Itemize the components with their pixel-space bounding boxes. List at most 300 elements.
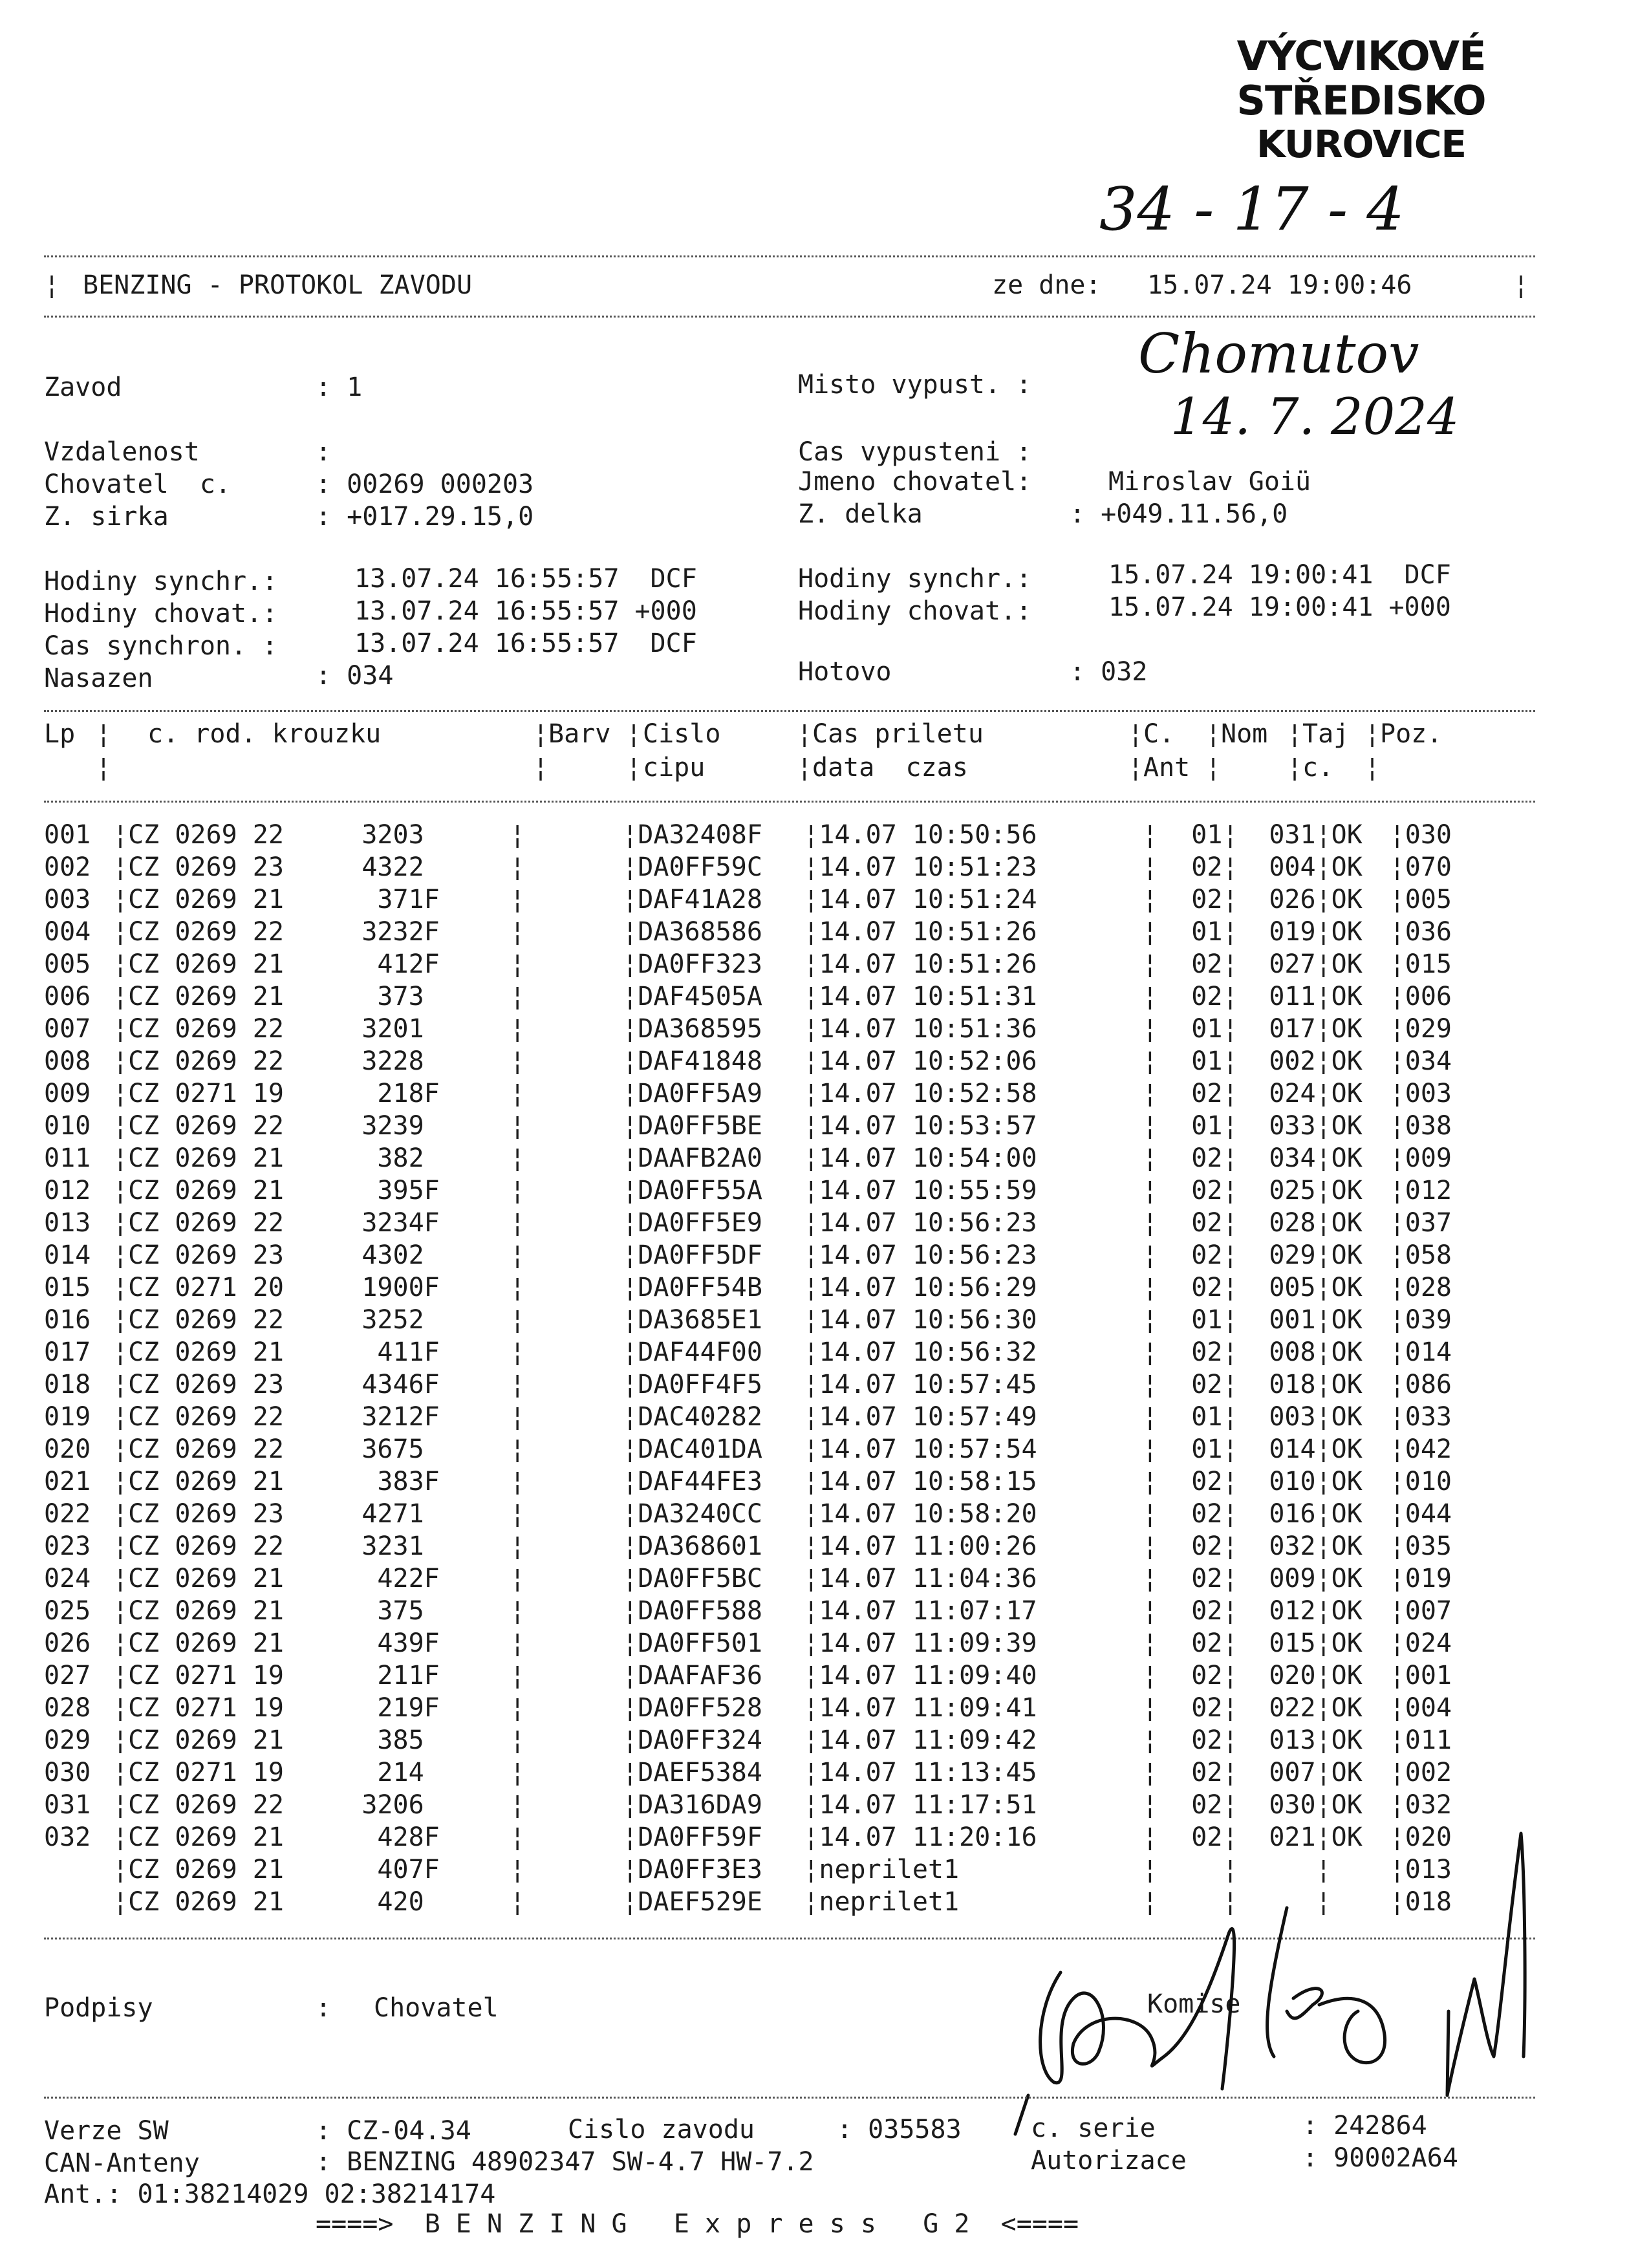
col-sep: ¦ — [1222, 1887, 1238, 1917]
chovat-left-label: Hodiny chovat.: — [44, 599, 278, 629]
col-sep: ¦ — [803, 1434, 819, 1464]
col-sep: ¦ — [1205, 719, 1222, 749]
row-ring: CZ 0269 22 3252 — [128, 1305, 440, 1335]
col-sep: ¦ — [113, 1596, 129, 1626]
row-taj: OK — [1331, 1564, 1363, 1593]
col-sep: ¦ — [803, 1661, 819, 1690]
col-sep: ¦ — [1287, 753, 1303, 783]
col-lp: Lp — [44, 719, 76, 749]
podpisy-komise: Komise — [1147, 1989, 1241, 2019]
col-cas-1: Cas priletu — [812, 719, 984, 749]
col-sep: ¦ — [1205, 753, 1222, 783]
col-sep: ¦ — [1142, 982, 1158, 1011]
col-sep: ¦ — [622, 1111, 638, 1141]
col-sep: ¦ — [803, 1564, 819, 1593]
row-lp: 008 — [44, 1046, 91, 1076]
col-c-ant-1: C. — [1143, 719, 1175, 749]
col-sep: ¦ — [113, 1531, 129, 1561]
row-taj: OK — [1331, 1370, 1363, 1399]
col-nom: Nom — [1221, 719, 1268, 749]
row-chip: DA3240CC — [638, 1499, 762, 1529]
col-sep: ¦ — [510, 1725, 526, 1755]
col-sep: ¦ — [1222, 1725, 1238, 1755]
row-ant: 02 — [1191, 852, 1223, 882]
row-nom: 033 — [1269, 1111, 1316, 1141]
col-sep: ¦ — [113, 1758, 129, 1787]
col-sep: ¦ — [622, 1758, 638, 1787]
row-poz: 037 — [1405, 1208, 1452, 1238]
row-ant: 02 — [1191, 1079, 1223, 1108]
row-ring: CZ 0269 21 407F — [128, 1855, 440, 1885]
row-chip: DA0FF54B — [638, 1273, 762, 1302]
cislo-zavodu-value: : 035583 — [837, 2115, 962, 2144]
col-c-ant-2: Ant — [1143, 753, 1191, 783]
row-poz: 029 — [1405, 1014, 1452, 1044]
row-nom: 027 — [1269, 949, 1316, 979]
col-sep: ¦ — [803, 1855, 819, 1885]
can-value: : BENZING 48902347 SW-4.7 HW-7.2 — [316, 2147, 814, 2177]
col-sep: ¦ — [1315, 949, 1331, 979]
col-sep: ¦ — [803, 1693, 819, 1723]
col-sep: ¦ — [1315, 852, 1331, 882]
row-poz: 004 — [1405, 1693, 1452, 1723]
row-chip: DAC401DA — [638, 1434, 762, 1464]
serie-value: : 242864 — [1302, 2111, 1427, 2141]
col-sep: ¦ — [1315, 1499, 1331, 1529]
row-ant: 01 — [1191, 1402, 1223, 1432]
stamp-line-1: VÝCVIKOVÉ STŘEDISKO — [1236, 32, 1486, 125]
col-sep: ¦ — [1315, 1661, 1331, 1690]
col-sep: ¦ — [803, 917, 819, 947]
col-sep: ¦ — [803, 1014, 819, 1044]
row-chip: DAF41848 — [638, 1046, 762, 1076]
col-sep: ¦ — [1222, 1143, 1238, 1173]
row-lp: 014 — [44, 1240, 91, 1270]
row-taj: OK — [1331, 1208, 1363, 1238]
col-sep: ¦ — [622, 1402, 638, 1432]
col-sep: ¦ — [1315, 1273, 1331, 1302]
col-sep: ¦ — [510, 917, 526, 947]
col-sep: ¦ — [1142, 1887, 1158, 1917]
row-taj: OK — [1331, 1240, 1363, 1270]
row-ant: 02 — [1191, 885, 1223, 914]
row-taj: OK — [1331, 917, 1363, 947]
col-sep: ¦ — [1222, 1176, 1238, 1205]
col-sep: ¦ — [1222, 1661, 1238, 1690]
col-sep: ¦ — [1389, 1370, 1405, 1399]
col-sep: ¦ — [1315, 1564, 1331, 1593]
sirka-value: : +017.29.15,0 — [316, 502, 534, 532]
ant-line: Ant.: 01:38214029 02:38214174 — [44, 2179, 496, 2209]
divider — [44, 2097, 1535, 2099]
col-sep: ¦ — [1142, 1628, 1158, 1658]
jmeno-value: Miroslav Goiü — [1108, 467, 1311, 497]
col-sep: ¦ — [510, 1628, 526, 1658]
col-sep: ¦ — [803, 1887, 819, 1917]
row-poz: 001 — [1405, 1661, 1452, 1690]
row-taj: OK — [1331, 1176, 1363, 1205]
verze-label: Verze SW — [44, 2116, 169, 2146]
col-sep: ¦ — [1389, 1531, 1405, 1561]
col-sep: ¦ — [622, 1305, 638, 1335]
row-time: 14.07 10:54:00 — [819, 1143, 1037, 1173]
row-poz: 010 — [1405, 1467, 1452, 1496]
row-time: 14.07 10:56:29 — [819, 1273, 1037, 1302]
col-sep: ¦ — [803, 1208, 819, 1238]
row-ring: CZ 0271 19 211F — [128, 1661, 440, 1690]
col-sep: ¦ — [113, 1434, 129, 1464]
row-lp: 004 — [44, 917, 91, 947]
row-ring: CZ 0269 22 3234F — [128, 1208, 440, 1238]
row-nom: 021 — [1269, 1822, 1316, 1852]
col-sep: ¦ — [1389, 1305, 1405, 1335]
row-poz: 006 — [1405, 982, 1452, 1011]
row-time: 14.07 11:09:39 — [819, 1628, 1037, 1658]
col-sep: ¦ — [1315, 1046, 1331, 1076]
row-lp: 020 — [44, 1434, 91, 1464]
row-chip: DAC40282 — [638, 1402, 762, 1432]
col-sep: ¦ — [1389, 1434, 1405, 1464]
col-sep: ¦ — [113, 1661, 129, 1690]
col-sep: ¦ — [1142, 1822, 1158, 1852]
row-poz: 019 — [1405, 1564, 1452, 1593]
col-sep: ¦ — [1389, 1790, 1405, 1820]
row-lp: 012 — [44, 1176, 91, 1205]
row-chip: DA368595 — [638, 1014, 762, 1044]
col-sep: ¦ — [1315, 1176, 1331, 1205]
row-poz: 009 — [1405, 1143, 1452, 1173]
row-ring: CZ 0269 23 4322 — [128, 852, 440, 882]
col-sep: ¦ — [113, 1176, 129, 1205]
row-nom: 001 — [1269, 1305, 1316, 1335]
row-poz: 012 — [1405, 1176, 1452, 1205]
col-sep: ¦ — [1389, 1014, 1405, 1044]
col-sep: ¦ — [113, 1790, 129, 1820]
row-lp: 028 — [44, 1693, 91, 1723]
row-ant: 01 — [1191, 1111, 1223, 1141]
row-time: 14.07 10:51:24 — [819, 885, 1037, 914]
col-sep: ¦ — [622, 1337, 638, 1367]
serie-label: c. serie — [1031, 2113, 1156, 2143]
row-ring: CZ 0271 20 1900F — [128, 1273, 440, 1302]
col-sep: ¦ — [1142, 885, 1158, 914]
row-lp: 018 — [44, 1370, 91, 1399]
col-sep: ¦ — [1222, 1467, 1238, 1496]
col-sep: ¦ — [510, 1499, 526, 1529]
row-time: 14.07 11:07:17 — [819, 1596, 1037, 1626]
col-sep: ¦ — [1222, 1693, 1238, 1723]
row-chip: DA0FF588 — [638, 1596, 762, 1626]
row-taj: OK — [1331, 1628, 1363, 1658]
chovatel-label: Chovatel c. — [44, 470, 231, 499]
col-sep: ¦ — [113, 1046, 129, 1076]
col-sep: ¦ — [510, 1176, 526, 1205]
row-poz: 042 — [1405, 1434, 1452, 1464]
col-sep: ¦ — [622, 1176, 638, 1205]
col-sep: ¦ — [1315, 1370, 1331, 1399]
col-sep: ¦ — [1315, 1887, 1331, 1917]
col-sep: ¦ — [510, 1693, 526, 1723]
row-poz: 038 — [1405, 1111, 1452, 1141]
col-sep: ¦ — [1389, 1337, 1405, 1367]
row-chip: DA32408F — [638, 820, 762, 850]
col-sep: ¦ — [113, 1887, 129, 1917]
row-chip: DAF41A28 — [638, 885, 762, 914]
row-nom: 012 — [1269, 1596, 1316, 1626]
col-poz: Poz. — [1380, 719, 1443, 749]
row-lp: 010 — [44, 1111, 91, 1141]
row-chip: DA0FF5BC — [638, 1564, 762, 1593]
row-poz: 024 — [1405, 1628, 1452, 1658]
col-sep: ¦ — [622, 1564, 638, 1593]
row-time: 14.07 11:13:45 — [819, 1758, 1037, 1787]
col-sep: ¦ — [510, 1402, 526, 1432]
col-sep: ¦ — [1222, 1337, 1238, 1367]
col-sep: ¦ — [113, 1855, 129, 1885]
synchr-right-label: Hodiny synchr.: — [798, 564, 1032, 594]
col-sep: ¦ — [113, 982, 129, 1011]
col-sep: ¦ — [1222, 1822, 1238, 1852]
row-lp: 006 — [44, 982, 91, 1011]
col-sep: ¦ — [622, 1790, 638, 1820]
row-ant: 02 — [1191, 1240, 1223, 1270]
jmeno-label: Jmeno chovatel: — [798, 467, 1032, 497]
row-ant: 02 — [1191, 1564, 1223, 1593]
row-time: 14.07 11:17:51 — [819, 1790, 1037, 1820]
col-sep: ¦ — [96, 753, 112, 783]
row-taj: OK — [1331, 1596, 1363, 1626]
col-sep: ¦ — [1222, 852, 1238, 882]
row-poz: 014 — [1405, 1337, 1452, 1367]
col-sep: ¦ — [803, 1111, 819, 1141]
row-time: 14.07 10:55:59 — [819, 1176, 1037, 1205]
row-lp: 032 — [44, 1822, 91, 1852]
row-nom: 004 — [1269, 852, 1316, 882]
row-time: neprilet1 — [819, 1887, 960, 1917]
row-ant: 02 — [1191, 1693, 1223, 1723]
row-lp: 011 — [44, 1143, 91, 1173]
col-sep: ¦ — [1142, 1661, 1158, 1690]
col-sep: ¦ — [1389, 1079, 1405, 1108]
col-sep: ¦ — [113, 1305, 129, 1335]
row-time: 14.07 10:53:57 — [819, 1111, 1037, 1141]
row-poz: 039 — [1405, 1305, 1452, 1335]
col-sep: ¦ — [1142, 1855, 1158, 1885]
col-sep: ¦ — [113, 1402, 129, 1432]
row-nom: 015 — [1269, 1628, 1316, 1658]
row-ant: 01 — [1191, 1305, 1223, 1335]
row-taj: OK — [1331, 1079, 1363, 1108]
signature-2 — [1267, 1908, 1385, 2063]
col-sep: ¦ — [803, 852, 819, 882]
col-sep: ¦ — [1389, 917, 1405, 947]
row-chip: DAAFB2A0 — [638, 1143, 762, 1173]
col-sep: ¦ — [803, 1499, 819, 1529]
col-sep: ¦ — [1389, 885, 1405, 914]
row-lp: 024 — [44, 1564, 91, 1593]
synchr-left-value: 13.07.24 16:55:57 DCF — [354, 564, 697, 594]
col-sep: ¦ — [622, 1208, 638, 1238]
chovatel-value: : 00269 000203 — [316, 470, 534, 499]
hotovo-label: Hotovo — [798, 657, 892, 687]
row-ant: 02 — [1191, 982, 1223, 1011]
col-sep: ¦ — [1142, 1531, 1158, 1561]
col-sep: ¦ — [1389, 1499, 1405, 1529]
col-sep: ¦ — [1142, 1499, 1158, 1529]
row-ring: CZ 0269 21 375 — [128, 1596, 440, 1626]
podpisy-chovatel: Chovatel — [374, 1993, 499, 2023]
col-sep: ¦ — [510, 949, 526, 979]
col-sep: ¦ — [113, 1240, 129, 1270]
row-lp: 003 — [44, 885, 91, 914]
row-ring: CZ 0269 22 3232F — [128, 917, 440, 947]
row-poz: 013 — [1405, 1855, 1452, 1885]
row-taj: OK — [1331, 1143, 1363, 1173]
col-sep: ¦ — [622, 885, 638, 914]
col-sep: ¦ — [510, 1822, 526, 1852]
col-sep: ¦ — [1389, 852, 1405, 882]
col-sep: ¦ — [1389, 982, 1405, 1011]
col-sep: ¦ — [1222, 1596, 1238, 1626]
row-ant: 02 — [1191, 1176, 1223, 1205]
row-chip: DA0FF5A9 — [638, 1079, 762, 1108]
row-ant: 02 — [1191, 1628, 1223, 1658]
can-label: CAN-Anteny — [44, 2148, 200, 2178]
row-poz: 035 — [1405, 1531, 1452, 1561]
row-ring: CZ 0269 22 3239 — [128, 1111, 440, 1141]
row-ant: 02 — [1191, 1596, 1223, 1626]
row-ant: 02 — [1191, 1273, 1223, 1302]
col-sep: ¦ — [1142, 820, 1158, 850]
row-lp: 007 — [44, 1014, 91, 1044]
col-sep: ¦ — [1389, 1176, 1405, 1205]
col-sep: ¦ — [113, 1467, 129, 1496]
col-sep: ¦ — [1142, 1240, 1158, 1270]
row-time: 14.07 10:50:56 — [819, 820, 1037, 850]
row-time: 14.07 10:52:58 — [819, 1079, 1037, 1108]
row-chip: DA0FF3E3 — [638, 1855, 762, 1885]
col-sep: ¦ — [1315, 1531, 1331, 1561]
row-lp: 031 — [44, 1790, 91, 1820]
row-ant: 02 — [1191, 1467, 1223, 1496]
cas-synchron-value: 13.07.24 16:55:57 DCF — [354, 629, 697, 658]
row-poz: 002 — [1405, 1758, 1452, 1787]
col-sep: ¦ — [1142, 1790, 1158, 1820]
row-ring: CZ 0269 21 385 — [128, 1725, 440, 1755]
row-time: 14.07 11:00:26 — [819, 1531, 1037, 1561]
row-poz: 030 — [1405, 820, 1452, 850]
row-lp: 019 — [44, 1402, 91, 1432]
col-sep: ¦ — [622, 1434, 638, 1464]
row-nom: 017 — [1269, 1014, 1316, 1044]
col-sep: ¦ — [803, 1790, 819, 1820]
row-nom: 022 — [1269, 1693, 1316, 1723]
row-lp: 002 — [44, 852, 91, 882]
row-time: 14.07 10:51:23 — [819, 852, 1037, 882]
date-value: 15.07.24 19:00:46 — [1147, 270, 1412, 300]
col-sep: ¦ — [1389, 1402, 1405, 1432]
row-chip: DA0FF5E9 — [638, 1208, 762, 1238]
row-lp: 013 — [44, 1208, 91, 1238]
col-sep: ¦ — [803, 1046, 819, 1076]
col-sep: ¦ — [622, 1143, 638, 1173]
col-sep: ¦ — [1142, 949, 1158, 979]
row-chip: DAAFAF36 — [638, 1661, 762, 1690]
col-sep: ¦ — [1389, 1596, 1405, 1626]
col-sep: ¦ — [1142, 1079, 1158, 1108]
col-sep: ¦ — [1315, 1822, 1331, 1852]
handwritten-date: 14. 7. 2024 — [1170, 388, 1460, 446]
row-chip: DA0FF528 — [638, 1693, 762, 1723]
row-lp: 022 — [44, 1499, 91, 1529]
col-sep: ¦ — [1222, 1014, 1238, 1044]
col-sep: ¦ — [1222, 1758, 1238, 1787]
col-sep: ¦ — [1389, 1887, 1405, 1917]
col-sep: ¦ — [1222, 1273, 1238, 1302]
col-sep: ¦ — [1142, 1402, 1158, 1432]
row-nom: 014 — [1269, 1434, 1316, 1464]
row-chip: DA0FF5DF — [638, 1240, 762, 1270]
col-sep: ¦ — [1222, 1790, 1238, 1820]
row-chip: DA0FF59C — [638, 852, 762, 882]
col-sep: ¦ — [803, 1531, 819, 1561]
chovat-left-value: 13.07.24 16:55:57 +000 — [354, 596, 697, 626]
row-poz: 018 — [1405, 1887, 1452, 1917]
title-right-bar: ¦ — [1513, 270, 1529, 300]
col-sep: ¦ — [1142, 1046, 1158, 1076]
col-cas-2: data czas — [812, 753, 968, 783]
row-taj: OK — [1331, 1531, 1363, 1561]
signature-3 — [1447, 1833, 1525, 2095]
col-sep: ¦ — [1128, 719, 1144, 749]
col-sep: ¦ — [510, 1887, 526, 1917]
col-sep: ¦ — [622, 1370, 638, 1399]
col-sep: ¦ — [622, 949, 638, 979]
col-sep: ¦ — [510, 1111, 526, 1141]
col-sep: ¦ — [533, 719, 549, 749]
col-sep: ¦ — [1142, 1758, 1158, 1787]
row-ring: CZ 0271 19 218F — [128, 1079, 440, 1108]
col-sep: ¦ — [1142, 917, 1158, 947]
sirka-label: Z. sirka — [44, 502, 169, 532]
row-nom: 030 — [1269, 1790, 1316, 1820]
col-sep: ¦ — [113, 1628, 129, 1658]
col-sep: ¦ — [510, 885, 526, 914]
col-sep: ¦ — [1142, 1725, 1158, 1755]
row-nom: 019 — [1269, 917, 1316, 947]
row-nom: 026 — [1269, 885, 1316, 914]
hotovo-value: : 032 — [1070, 657, 1148, 687]
col-sep: ¦ — [1315, 1143, 1331, 1173]
row-poz: 028 — [1405, 1273, 1452, 1302]
row-poz: 015 — [1405, 949, 1452, 979]
col-sep: ¦ — [1222, 885, 1238, 914]
row-taj: OK — [1331, 1822, 1363, 1852]
row-ring: CZ 0269 21 412F — [128, 949, 440, 979]
row-nom: 016 — [1269, 1499, 1316, 1529]
col-sep: ¦ — [1315, 1693, 1331, 1723]
nasazen-label: Nasazen — [44, 664, 153, 693]
col-taj-2: c. — [1302, 753, 1334, 783]
col-sep: ¦ — [1389, 1208, 1405, 1238]
col-sep: ¦ — [1364, 719, 1381, 749]
col-sep: ¦ — [510, 982, 526, 1011]
row-taj: OK — [1331, 1499, 1363, 1529]
col-sep: ¦ — [803, 1176, 819, 1205]
col-sep: ¦ — [510, 1790, 526, 1820]
col-sep: ¦ — [510, 1434, 526, 1464]
row-nom: 028 — [1269, 1208, 1316, 1238]
